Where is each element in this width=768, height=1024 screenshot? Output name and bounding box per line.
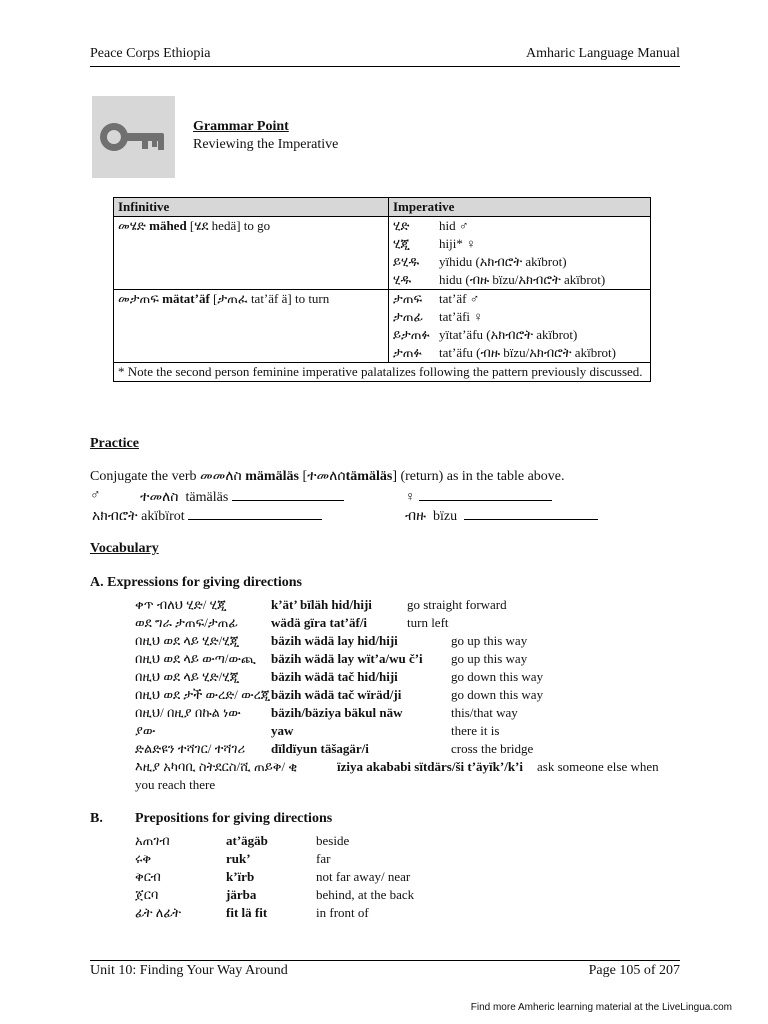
expression-amharic: ያው — [135, 723, 156, 738]
preposition-amharic: ሩቅ — [135, 851, 152, 866]
table-row — [114, 290, 651, 363]
page-footer — [90, 960, 680, 983]
expression-translit: bäzih wädä tač wïräd/ji — [271, 687, 402, 702]
expression-meaning: go up this way — [451, 633, 528, 648]
expression-amharic: ድልድዩን ተሻገር/ ተሻገሪ — [135, 741, 246, 756]
section-b-letter: B. — [90, 811, 103, 826]
preposition-translit: fit lä fit — [226, 905, 268, 920]
practice-line-polite: አክብሮት akïbïrot — [92, 507, 322, 525]
imperative-cell — [389, 217, 651, 290]
header-right: Amharic Language Manual — [526, 46, 680, 61]
preposition-translit: at’ägäb — [226, 833, 268, 848]
expression-meaning: cross the bridge — [451, 741, 534, 756]
practice-line-male — [90, 488, 101, 504]
preposition-translit: järba — [226, 887, 257, 902]
imperative-form: ይሂዱ yïhidu (አክብሮት akïbrot) — [393, 254, 567, 269]
preposition-amharic: ቅርብ — [135, 869, 161, 884]
imperative-form: ታጠፊ tat’äfi ♀ — [393, 309, 484, 324]
expression-meaning: go straight forward — [407, 597, 507, 612]
col-header-infinitive: Infinitive — [114, 198, 389, 217]
expression-meaning: turn left — [407, 615, 449, 630]
grammar-point-subtitle: Reviewing the Imperative — [193, 137, 339, 152]
expression-meaning: go up this way — [451, 651, 528, 666]
expression-amharic: ቀጥ ብለህ ሂድ/ ሂጂ — [135, 597, 227, 612]
infinitive-cell — [114, 217, 389, 290]
preposition-amharic: ፊት ለፊት — [135, 905, 181, 920]
table-row — [114, 217, 651, 290]
section-a-heading: A. Expressions for giving directions — [90, 575, 302, 590]
footer-left: Unit 10: Finding Your Way Around — [90, 963, 288, 978]
female-symbol: ♀ — [405, 490, 416, 505]
answer-blank[interactable] — [188, 507, 322, 520]
table-note: * Note the second person feminine imperative palatalizes following the pattern previously discussed. — [114, 363, 651, 382]
expression-amharic: ወደ ግራ ታጠፍ/ታጠፊ — [135, 615, 239, 630]
practice-line-female — [405, 488, 552, 506]
expression-amharic: በዚህ ወደ ላይ ሂድ/ሂጂ — [135, 669, 240, 684]
expression-meaning: this/that way — [451, 705, 518, 720]
imperative-cell — [389, 290, 651, 363]
preposition-meaning: beside — [316, 833, 350, 848]
imperative-form: ታጠፉ tat’äfu (ብዙ bïzu/አክብሮት akïbrot) — [393, 345, 616, 360]
preposition-amharic: አጠገብ — [135, 833, 170, 848]
expression-translit: k’ät’ bïläh hid/hiji — [271, 597, 372, 612]
imperative-form: ይታጠፉ yïtat’äfu (አክብሮት akïbrot) — [393, 327, 578, 342]
answer-blank[interactable] — [464, 507, 598, 520]
imperative-form: ሂድ hid ♂ — [393, 218, 469, 233]
expression-translit: bäzih wädä lay wït’a/wu č’i — [271, 651, 423, 666]
practice-line-plural: ብዙ bïzu — [405, 507, 598, 525]
expression-amharic: በዚህ ወደ ላይ ሂድ/ሂጂ — [135, 633, 240, 648]
key-icon-box — [92, 96, 175, 178]
imperative-table — [113, 197, 651, 382]
preposition-meaning: far — [316, 851, 331, 866]
imperative-form: ሂዱ hidu (ብዙ bïzu/አክብሮት akïbrot) — [393, 272, 606, 287]
practice-instruction: Conjugate the verb መመለስ mämäläs [ተመለሰtämäläs] (return) as in the table above. — [90, 469, 565, 484]
answer-blank[interactable] — [232, 488, 344, 501]
infinitive-translit: mätat’äf — [162, 291, 210, 306]
expression-meaning: there it is — [451, 723, 500, 738]
practice-line-male-form: ተመለስ tämäläs — [140, 488, 344, 506]
expression-amharic: በዚህ/ በዚያ በኩል ነው — [135, 705, 241, 720]
footer-right: Page 105 of 207 — [588, 963, 680, 978]
expression-amharic: በዚህ ወደ ላይ ውጣ/ውጪ — [135, 651, 256, 666]
expression-translit: bäzih/bäziya bäkul näw — [271, 705, 403, 720]
expression-translit: wädä gïra tat’äf/i — [271, 615, 368, 630]
col-header-imperative: Imperative — [389, 198, 651, 217]
infinitive-translit: mähed — [149, 218, 187, 233]
list-item-continuation: you reach there — [135, 777, 216, 792]
table-header-row — [114, 198, 651, 217]
infinitive-cell — [114, 290, 389, 363]
infinitive-amharic: መታጠፍ — [118, 291, 159, 306]
practice-heading: Practice — [90, 436, 139, 451]
expression-translit: bäzih wädä lay hid/hiji — [271, 633, 398, 648]
expression-translit: yaw — [271, 723, 294, 738]
infinitive-meaning: [ሄደ hedä] to go — [189, 218, 271, 233]
grammar-point-block — [193, 118, 338, 154]
vocabulary-heading: Vocabulary — [90, 541, 159, 556]
expression-meaning: go down this way — [451, 687, 544, 702]
male-symbol: ♂ — [90, 488, 101, 503]
expression-amharic: በዚህ ወደ ታች ውረድ/ ውረጂ — [135, 687, 271, 702]
key-icon — [92, 96, 175, 178]
preposition-meaning: not far away/ near — [316, 869, 411, 884]
page-header — [90, 46, 680, 67]
preposition-amharic: ጀርባ — [135, 887, 159, 902]
preposition-meaning: behind, at the back — [316, 887, 415, 902]
infinitive-meaning: [ታጠፈ tat’äf ä] to turn — [213, 291, 330, 306]
answer-blank[interactable] — [419, 488, 552, 501]
infinitive-amharic: መሄድ — [118, 218, 146, 233]
section-b-heading: Prepositions for giving directions — [135, 811, 333, 826]
table-note-row — [114, 363, 651, 382]
header-left: Peace Corps Ethiopia — [90, 46, 211, 61]
imperative-form: ታጠፍ tat’äf ♂ — [393, 291, 480, 306]
preposition-translit: k’ïrb — [226, 869, 255, 884]
manual-page: Peace Corps Ethiopia Amharic Language Manual Grammar Point Reviewing the Imperative Infinitive Imperative መሄድ mähed [ሄደ hedä] to go ሂድ hid ♂ ሂጂ hiji* ♀ ይሂዱ yïhidu (አክብሮት akïbrot) ሂዱ hidu (ብዙ bïzu/አክብሮት akïbrot) መታጠፍ mätat’äf [ታጠፈ tat’äf ä] to turn ታጠፍ tat’äf ♂ ታጠፊ tat’äfi ♀ ይታጠፉ yïtat’äfu (አክብሮት akïbrot) ታጠፉ tat’äfu (ብዙ bïzu/አክብሮት akïbrot) * Note the second person feminine imperative palatalizes following the pattern previously discussed. Practice Conjugate the verb መመለስ mämäläs [ተመለሰtämäläs] (return) as in the table above. ♂ ተመለስ tämäläs ♀ አክብሮት akïbïrot ብዙ bïzu Vocabulary A. Expressions for giving directions ቀጥ ብለህ ሂድ/ ሂጂ k’ät’ bïläh hid/hiji go straight forward ወደ ግራ ታጠፍ/ታጠፊ wädä gïra tat’äf/i turn left በዚህ ወደ ላይ ሂድ/ሂጂ bäzih wädä lay hid/hiji go up this way በዚህ ወደ ላይ ውጣ/ውጪ bäzih wädä lay wït’a/wu č’i go up this way በዚህ ወደ ላይ ሂድ/ሂጂ bäzih wädä tač hid/hiji go down this way በዚህ ወደ ታች ውረድ/ ውረጂ bäzih wädä tač wïräd/ji go down this way በዚህ/ በዚያ በኩል ነው bäzih/bäziya bäkul näw this/that way ያው yaw there it is ድልድዩን ተሻገር/ ተሻገሪ dïldïyun täšagär/i cross the bridge እዚያ አካባቢ ስትደርስ/ሺ ጠይቅ/ ቂ ïziya akababi sïtdärs/ši t’äyïk’/k’i ask someone else when you reach there B. Prepositions for giving directions አጠገብ at’ägäb beside ሩቅ ruk’ far ቅርብ k’ïrb not far away/ near ጀርባ järba behind, at the back ፊት ለፊት fit lä fit in front of Unit 10: Finding Your Way Around Page 105 of 207 Find more Amheric learning material at the LiveLingua.com — [90, 46, 732, 1013]
grammar-point-title: Grammar Point — [193, 119, 289, 134]
expression-meaning: go down this way — [451, 669, 544, 684]
preposition-meaning: in front of — [316, 905, 369, 920]
watermark-text: Find more Amheric learning material at the LiveLingua.com — [470, 1002, 732, 1013]
preposition-translit: ruk’ — [226, 851, 251, 866]
expression-translit: bäzih wädä tač hid/hiji — [271, 669, 398, 684]
expression-translit: dïldïyun täšagär/i — [271, 741, 369, 756]
imperative-form: ሂጂ hiji* ♀ — [393, 236, 476, 251]
